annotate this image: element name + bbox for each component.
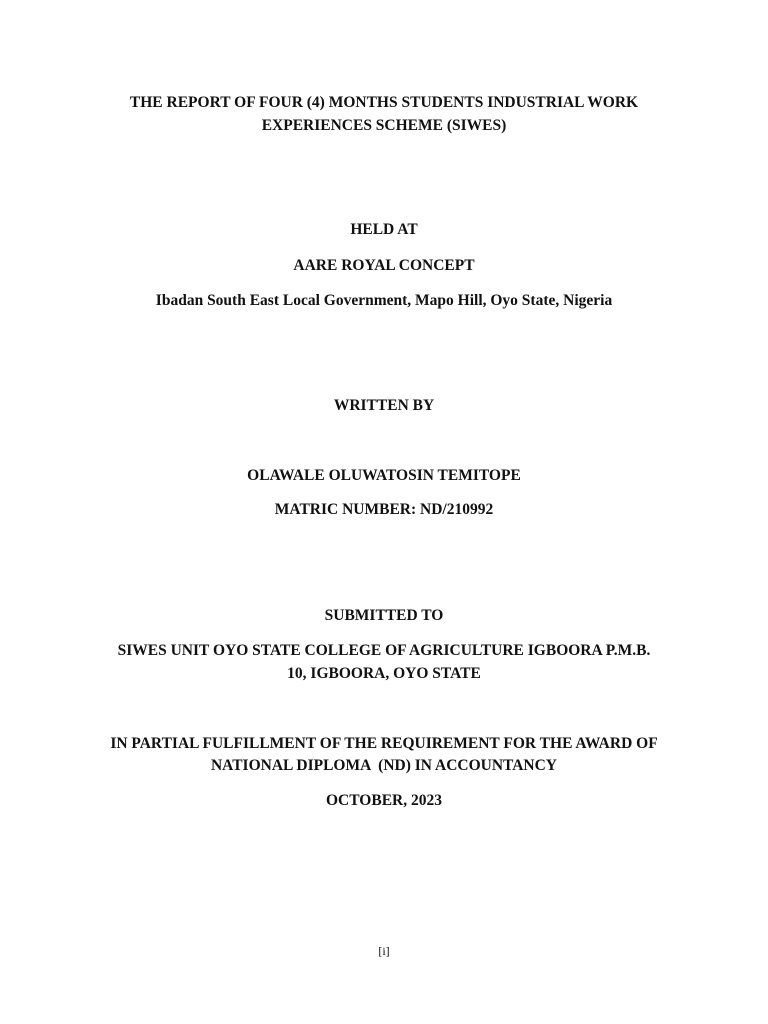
author-name: OLAWALE OLUWATOSIN TEMITOPE — [247, 467, 521, 484]
institution-line-2: 10, IGBOORA, OYO STATE — [287, 665, 481, 682]
fulfillment-line-1: IN PARTIAL FULFILLMENT OF THE REQUIREMENT FOR THE AWARD OF — [110, 735, 658, 752]
submission-date: OCTOBER, 2023 — [326, 792, 442, 809]
page-number: [i] — [378, 944, 390, 958]
organization-name: AARE ROYAL CONCEPT — [293, 257, 475, 274]
matric-number: MATRIC NUMBER: ND/210992 — [274, 501, 494, 518]
written-by-label: WRITTEN BY — [333, 397, 435, 414]
held-at-label: HELD AT — [350, 221, 418, 238]
report-title-line-2: EXPERIENCES SCHEME (SIWES) — [261, 117, 507, 134]
fulfillment-line-2: NATIONAL DIPLOMA (ND) IN ACCOUNTANCY — [210, 757, 558, 774]
report-title-line-1: THE REPORT OF FOUR (4) MONTHS STUDENTS INDUSTRIAL WORK — [129, 94, 639, 111]
submitted-to-label: SUBMITTED TO — [324, 607, 444, 624]
organization-address: Ibadan South East Local Government, Mapo Hill, Oyo State, Nigeria — [155, 292, 613, 309]
institution-line-1: SIWES UNIT OYO STATE COLLEGE OF AGRICULTURE IGBOORA P.M.B. — [117, 642, 651, 659]
